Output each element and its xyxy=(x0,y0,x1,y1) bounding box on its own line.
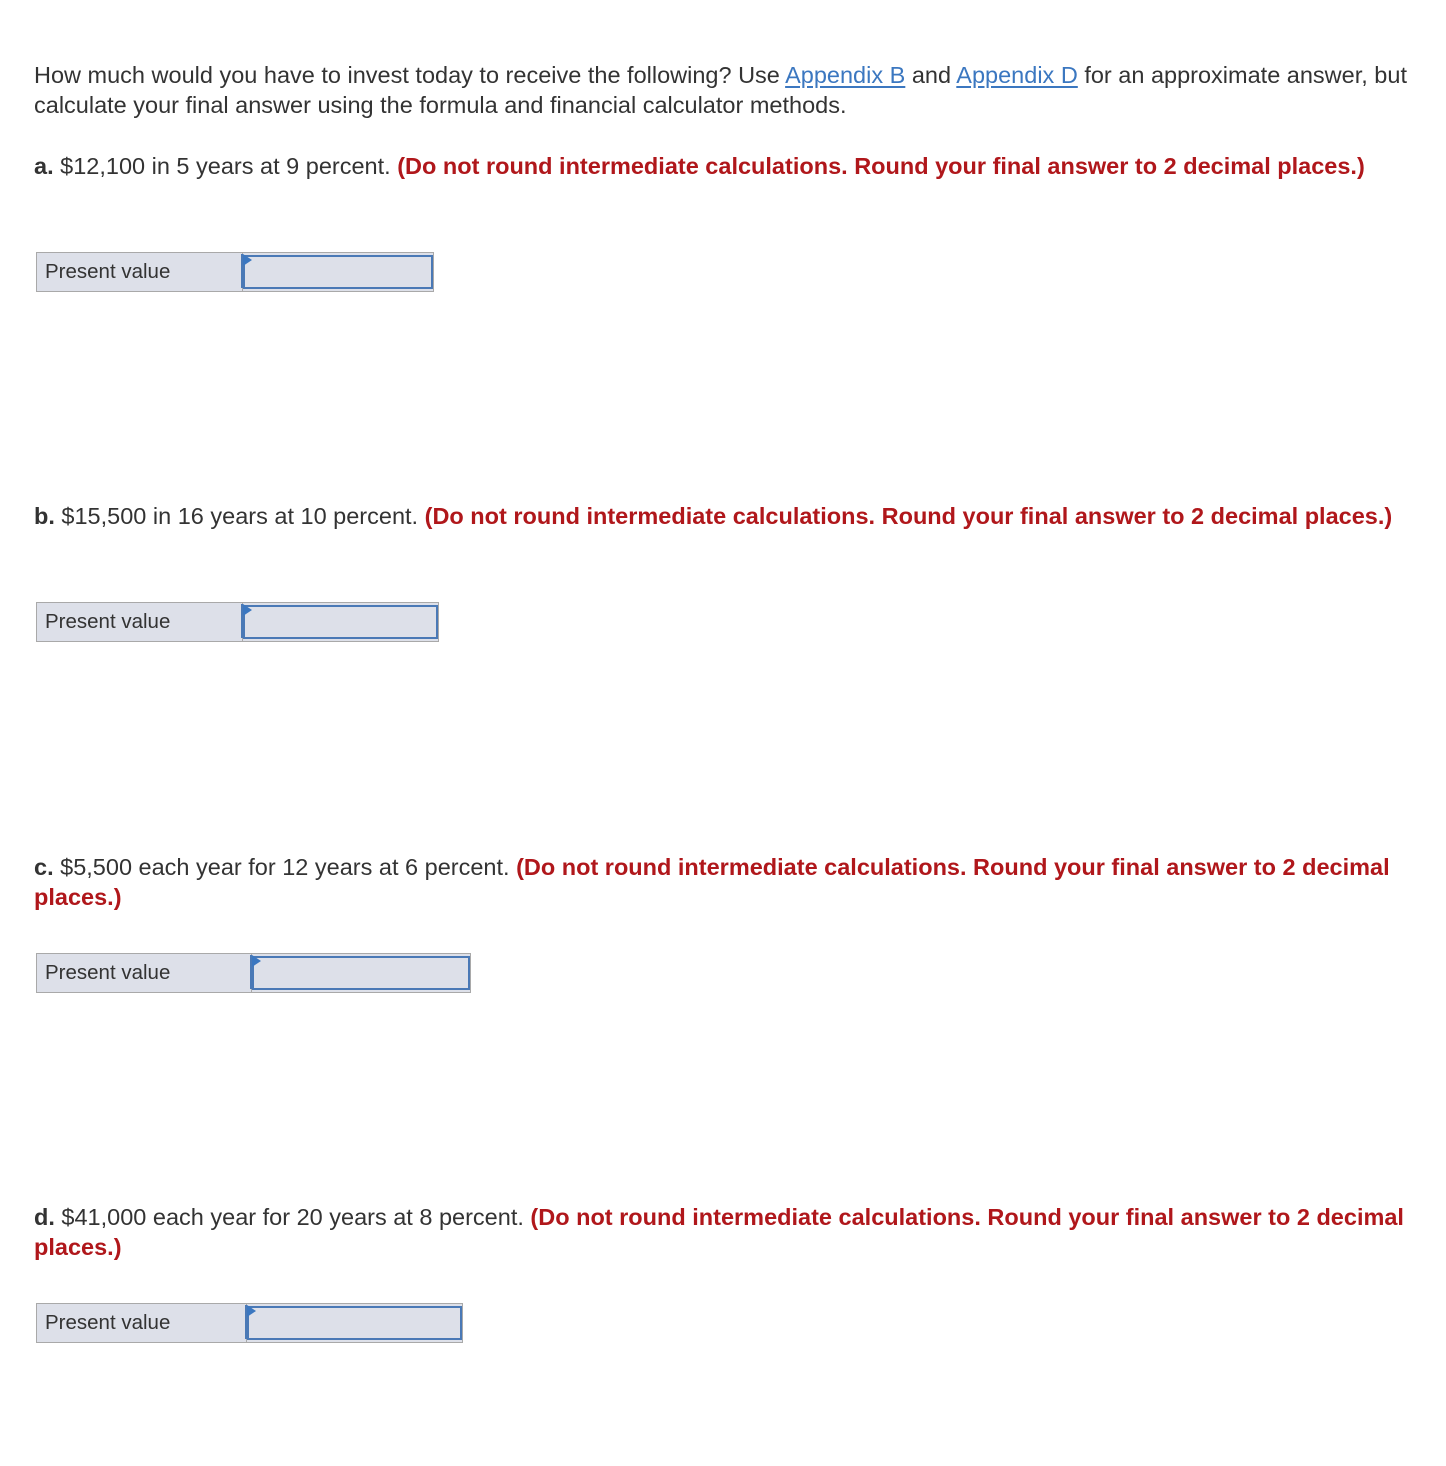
question-b-text: $15,500 in 16 years at 10 percent. xyxy=(54,503,425,529)
question-a-label: a. xyxy=(34,153,54,179)
question-b-label: b. xyxy=(34,503,55,529)
answer-label-b: Present value xyxy=(37,603,243,641)
question-c xyxy=(34,852,1424,912)
present-value-input-a[interactable] xyxy=(243,255,433,289)
answer-row-b xyxy=(36,602,439,642)
answer-input-wrap-a xyxy=(243,253,433,291)
instructions xyxy=(34,60,1424,120)
question-a-text: $12,100 in 5 years at 9 percent. xyxy=(53,153,398,179)
answer-flag-icon xyxy=(243,254,252,266)
question-d-text: $41,000 each year for 20 years at 8 percent. xyxy=(54,1204,531,1230)
question-c-text: $5,500 each year for 12 years at 6 percent. xyxy=(53,854,517,880)
instructions-text-3: for an approximate answer, but calculate your final answer using the formula and financial calculator methods. xyxy=(34,62,1407,118)
question-a-warning: (Do not round intermediate calculations. Round your final answer to 2 decimal places.) xyxy=(397,153,1365,179)
question-c-label: c. xyxy=(34,854,54,880)
answer-input-wrap-d xyxy=(247,1304,462,1342)
instructions-text-2: and xyxy=(905,62,957,88)
present-value-input-d[interactable] xyxy=(247,1306,462,1340)
instructions-text-1: How much would you have to invest today to receive the following? Use xyxy=(34,62,786,88)
appendix-b-link[interactable]: Appendix B xyxy=(785,62,906,88)
question-c-warning: (Do not round intermediate calculations. Round your final answer to 2 decimal places.) xyxy=(34,854,1390,910)
answer-row-a xyxy=(36,252,434,292)
answer-flag-icon xyxy=(247,1305,256,1317)
question-d-label: d. xyxy=(34,1204,55,1230)
question-d xyxy=(34,1202,1424,1262)
appendix-d-link[interactable]: Appendix D xyxy=(956,62,1078,88)
question-a xyxy=(34,151,1424,181)
answer-input-wrap-b xyxy=(243,603,438,641)
question-b-warning: (Do not round intermediate calculations. Round your final answer to 2 decimal places.) xyxy=(424,503,1393,529)
answer-label-a: Present value xyxy=(37,253,243,291)
question-d-warning: (Do not round intermediate calculations. Round your final answer to 2 decimal places.) xyxy=(34,1204,1404,1260)
answer-flag-icon xyxy=(252,955,261,967)
answer-input-wrap-c xyxy=(252,954,470,992)
present-value-input-b[interactable] xyxy=(243,605,438,639)
answer-label-d: Present value xyxy=(37,1304,247,1342)
present-value-input-c[interactable] xyxy=(252,956,470,990)
answer-row-c xyxy=(36,953,471,993)
question-b xyxy=(34,501,1424,531)
answer-flag-icon xyxy=(243,604,252,616)
answer-row-d xyxy=(36,1303,463,1343)
answer-label-c: Present value xyxy=(37,954,252,992)
